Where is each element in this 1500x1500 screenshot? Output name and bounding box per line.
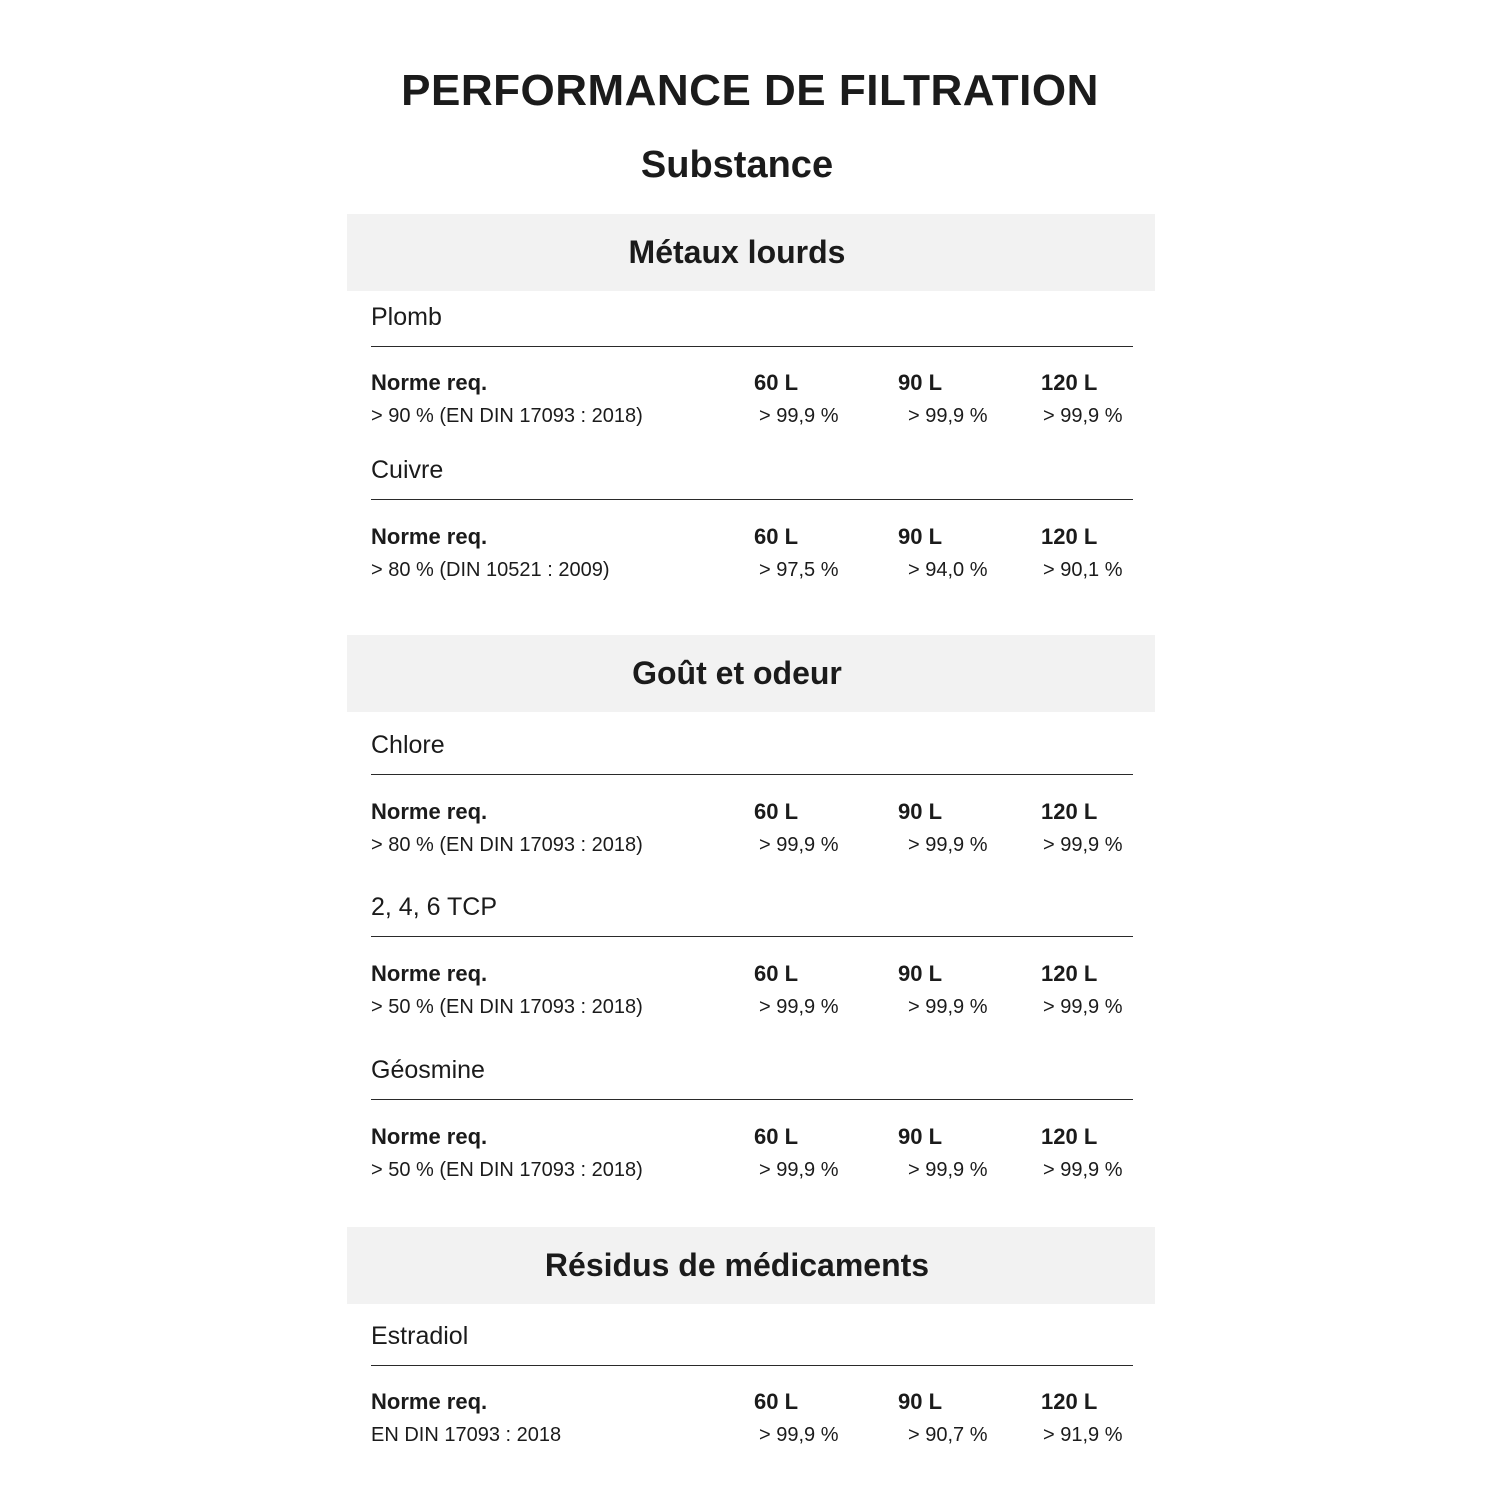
substance-name: Chlore — [371, 731, 445, 759]
result-90: > 90,7 % — [908, 1424, 988, 1446]
result-120: > 99,9 % — [1043, 834, 1123, 856]
page-title: PERFORMANCE DE FILTRATION — [401, 66, 1099, 115]
volume-60-label: 60 L — [754, 1124, 799, 1149]
norme-label: Norme req. — [371, 961, 488, 986]
substance-name: 2, 4, 6 TCP — [371, 893, 497, 921]
norme-label: Norme req. — [371, 524, 488, 549]
norme-value: > 90 % (EN DIN 17093 : 2018) — [371, 405, 643, 427]
norme-value: EN DIN 17093 : 2018 — [371, 1424, 562, 1446]
result-90: > 99,9 % — [908, 405, 988, 427]
volume-120-label: 120 L — [1041, 799, 1098, 824]
section-heading: Métaux lourds — [628, 234, 846, 270]
volume-120-label: 120 L — [1041, 961, 1098, 986]
volume-60-label: 60 L — [754, 1389, 799, 1414]
volume-90-label: 90 L — [898, 1389, 943, 1414]
divider — [371, 499, 1133, 500]
substance-name: Plomb — [371, 303, 442, 331]
volume-90-label: 90 L — [898, 961, 943, 986]
norme-label: Norme req. — [371, 799, 488, 824]
divider — [371, 346, 1133, 347]
divider — [371, 936, 1133, 937]
result-90: > 94,0 % — [908, 559, 988, 581]
norme-value: > 80 % (EN DIN 17093 : 2018) — [371, 834, 643, 856]
result-60: > 99,9 % — [759, 405, 839, 427]
result-60: > 99,9 % — [759, 1424, 839, 1446]
substance-name: Estradiol — [371, 1322, 469, 1350]
result-90: > 99,9 % — [908, 996, 988, 1018]
volume-60-label: 60 L — [754, 799, 799, 824]
result-120: > 99,9 % — [1043, 996, 1123, 1018]
volume-60-label: 60 L — [754, 370, 799, 395]
result-60: > 99,9 % — [759, 834, 839, 856]
volume-90-label: 90 L — [898, 370, 943, 395]
page-subtitle: Substance — [640, 144, 834, 186]
norme-label: Norme req. — [371, 370, 488, 395]
result-90: > 99,9 % — [908, 834, 988, 856]
result-60: > 99,9 % — [759, 1159, 839, 1181]
divider — [371, 774, 1133, 775]
volume-90-label: 90 L — [898, 799, 943, 824]
norme-label: Norme req. — [371, 1124, 488, 1149]
divider — [371, 1099, 1133, 1100]
norme-label: Norme req. — [371, 1389, 488, 1414]
volume-120-label: 120 L — [1041, 524, 1098, 549]
volume-120-label: 120 L — [1041, 1389, 1098, 1414]
volume-120-label: 120 L — [1041, 1124, 1098, 1149]
section-heading: Goût et odeur — [632, 655, 842, 691]
volume-60-label: 60 L — [754, 524, 799, 549]
result-60: > 97,5 % — [759, 559, 839, 581]
volume-90-label: 90 L — [898, 1124, 943, 1149]
result-120: > 91,9 % — [1043, 1424, 1123, 1446]
volume-60-label: 60 L — [754, 961, 799, 986]
result-90: > 99,9 % — [908, 1159, 988, 1181]
result-120: > 99,9 % — [1043, 405, 1123, 427]
volume-120-label: 120 L — [1041, 370, 1098, 395]
result-60: > 99,9 % — [759, 996, 839, 1018]
substance-name: Cuivre — [371, 456, 444, 484]
section-heading: Résidus de médicaments — [544, 1247, 930, 1283]
substance-name: Géosmine — [371, 1056, 485, 1084]
result-120: > 90,1 % — [1043, 559, 1123, 581]
norme-value: > 50 % (EN DIN 17093 : 2018) — [371, 1159, 643, 1181]
divider — [371, 1365, 1133, 1366]
norme-value: > 80 % (DIN 10521 : 2009) — [371, 559, 610, 581]
volume-90-label: 90 L — [898, 524, 943, 549]
norme-value: > 50 % (EN DIN 17093 : 2018) — [371, 996, 643, 1018]
result-120: > 99,9 % — [1043, 1159, 1123, 1181]
